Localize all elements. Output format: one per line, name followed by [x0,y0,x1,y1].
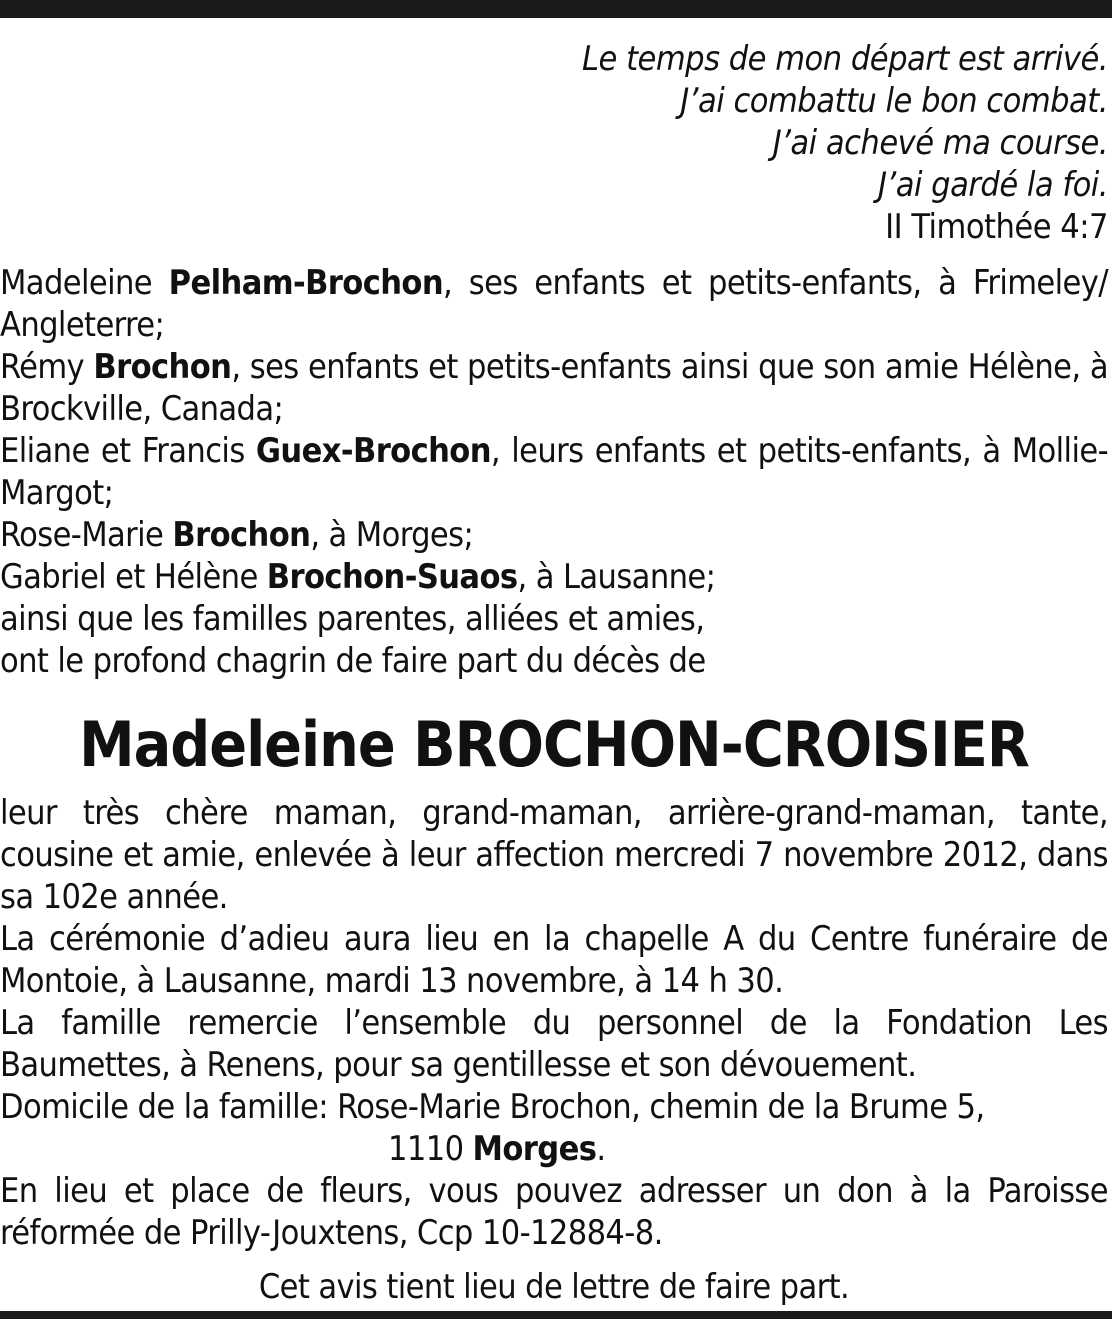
tribute-text: leur très chère maman, grand-maman, arrière-grand-maman, tante, cousine et amie, enlevée à leur affection mercredi 7 novembre 2012, dans sa 102e année. [0,793,1108,917]
family-prefix: Gabriel et Hélène [0,557,267,597]
family-name: Guex-Brochon [255,431,491,471]
verse-line: J’ai achevé ma course. [772,123,1108,163]
family-suffix: , à Lausanne; [517,557,716,597]
domicile-text: Domicile de la famille: Rose-Marie Brochon, chemin de la Brume 5, [0,1087,985,1127]
family-entry [0,346,1108,430]
family-name: Brochon [172,515,311,555]
family-entry [0,514,1108,556]
domicile-postcode: 1110 [388,1129,473,1169]
family-name: Brochon [93,347,232,387]
family-suffix: , leurs enfants et petits-enfants, à Mollie-Margot; [0,431,1109,513]
family-closing-line: ont le profond chagrin de faire part du décès de [0,641,706,681]
ceremony-text: La cérémonie d’adieu aura lieu en la chapelle A du Centre funéraire de Montoie, à Lausanne, mardi 13 novembre, à 14 h 30. [0,919,1108,1001]
family-prefix: Madeleine [0,263,169,303]
family-entry [0,262,1108,346]
donation-text: En lieu et place de fleurs, vous pouvez adresser un don à la Paroisse réformée de Prilly-Jouxtens, Ccp 10-12884-8. [0,1171,1108,1253]
thanks-text: La famille remercie l’ensemble du personnel de la Fondation Les Baumettes, à Renens, pour sa gentillesse et son dévouement. [0,1003,1108,1085]
domicile-city: Morges [472,1129,597,1169]
deceased-name: Madeleine BROCHON-CROISIER [79,708,1029,781]
bible-verse [0,38,1108,248]
obituary-notice [0,38,1108,1308]
domicile-end: . [596,1129,606,1169]
family-prefix: Rose-Marie [0,515,173,555]
verse-line: J’ai gardé la foi. [877,165,1108,205]
verse-reference: II Timothée 4:7 [885,207,1108,247]
family-suffix: , à Morges; [310,515,474,555]
family-suffix: , ses enfants et petits-enfants ainsi que son amie Hélène, à Brockville, Canada; [0,347,1108,429]
family-entry [0,556,1108,598]
family-list [0,262,1108,682]
verse-line: J’ai combattu le bon combat. [680,81,1108,121]
family-name: Brochon-Suaos [266,557,518,597]
family-prefix: Rémy [0,347,94,387]
family-closing-line: ainsi que les familles parentes, alliées et amies, [0,599,705,639]
family-name: Pelham-Brochon [168,263,444,303]
bottom-rule [0,1311,1112,1319]
family-suffix: , ses enfants et petits-enfants, à Frimeley/ Angleterre; [0,263,1108,345]
family-entry [0,430,1108,514]
obituary-body [0,792,1108,1254]
top-rule [0,0,1112,18]
domicile-city-line [0,1128,1108,1170]
family-prefix: Eliane et Francis [0,431,256,471]
verse-line: Le temps de mon départ est arrivé. [582,39,1108,79]
closing-text: Cet avis tient lieu de lettre de faire part. [258,1267,850,1307]
